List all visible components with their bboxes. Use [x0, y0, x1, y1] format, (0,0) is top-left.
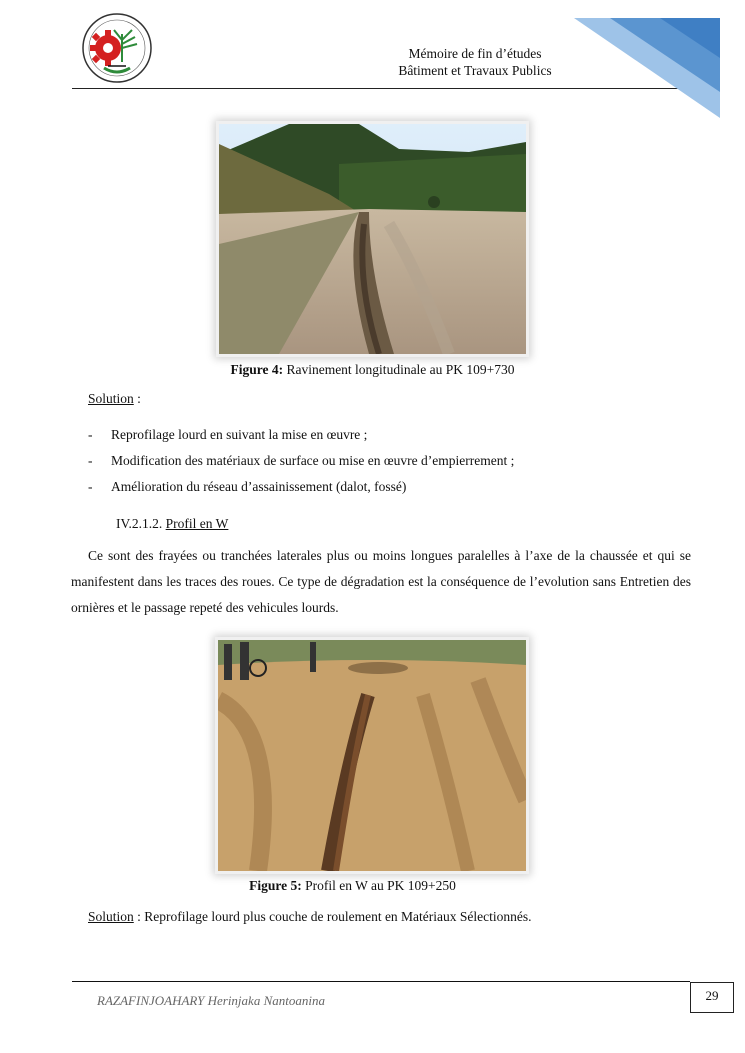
list-item [88, 422, 514, 448]
list-item [88, 474, 514, 500]
solution-heading [88, 386, 141, 412]
header-title [380, 45, 570, 79]
solution-2-paragraph [88, 904, 532, 930]
list-marker: - [88, 453, 93, 468]
subsection-heading [116, 511, 228, 537]
list-item-text: Amélioration du réseau d’assainissement (dalot, fossé) [111, 479, 407, 494]
subsection-number: IV.2.1.2. [116, 516, 166, 531]
footer-author: RAZAFINJOAHARY Herinjaka Nantoanina [97, 993, 325, 1008]
figure-5-label: Figure 5: [249, 878, 302, 893]
figure-5-caption [150, 878, 555, 894]
footer-rule [72, 981, 690, 982]
figure-4-caption [150, 362, 595, 378]
list-marker: - [88, 479, 93, 494]
solution-colon: : [133, 391, 141, 406]
w-profile-road-photo [218, 640, 526, 871]
header-title-line1: Mémoire de fin d’études [408, 46, 542, 61]
figure-4-text: Ravinement longitudinale au PK 109+730 [283, 362, 515, 377]
paragraph-text: Ce sont des frayées ou tranchées laterales plus ou moins longues paralelles à l’axe de la chaussée et qui se manifestent dans les traces des roues. Ce type de dégradation est la conséquence de l’evolution sans Entretien des ornières et le passage repeté des vehicules lourds. [71, 548, 691, 615]
solution-2-text: : Reprofilage lourd plus couche de roulement en Matériaux Sélectionnés. [133, 909, 532, 924]
header-title-line2: Bâtiment et Travaux Publics [398, 63, 552, 78]
list-item [88, 448, 514, 474]
gully-erosion-road-photo [219, 124, 526, 354]
solution-2-label: Solution [88, 909, 134, 924]
solution-list [88, 422, 514, 500]
figure-4-label: Figure 4: [230, 362, 284, 377]
list-marker: - [88, 427, 93, 442]
corner-decoration [570, 18, 720, 118]
solution-label: Solution [88, 391, 134, 406]
figure-5-text: Profil en W au PK 109+250 [301, 878, 456, 893]
list-item-text: Reprofilage lourd en suivant la mise en œuvre ; [111, 427, 368, 442]
subsection-title: Profil en W [165, 516, 229, 531]
page-number: 29 [690, 982, 734, 1013]
school-emblem-logo [78, 10, 156, 90]
list-item-text: Modification des matériaux de surface ou mise en œuvre d’empierrement ; [111, 453, 515, 468]
body-paragraph [71, 543, 691, 621]
